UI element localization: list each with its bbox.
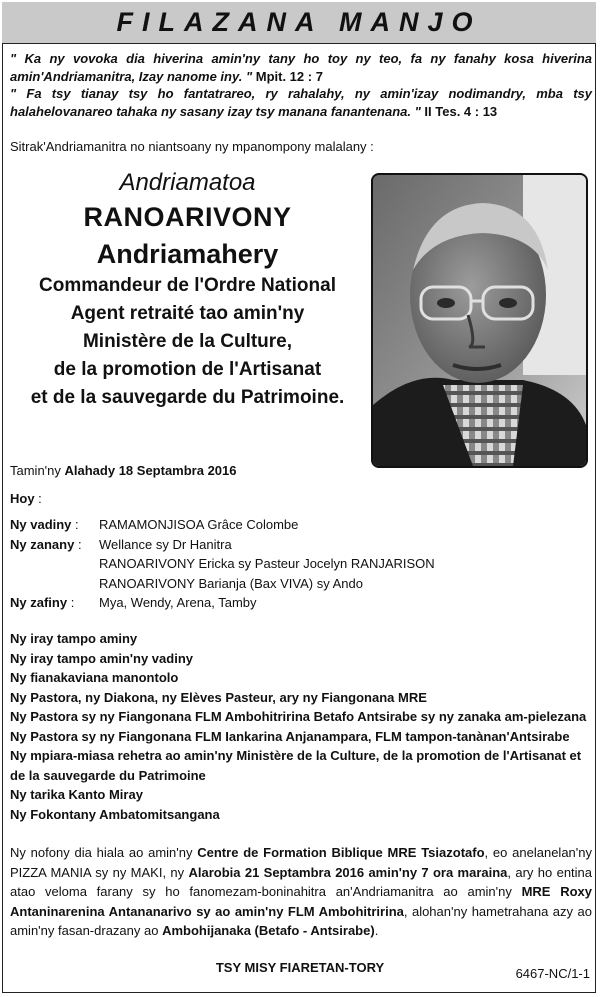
quote-text: " Ka ny vovoka dia hiverina amin'ny tany ho toy ny teo, fa ny fanahy kosa hiverina amin'Andriamanitra, Izay nanome iny. " xyxy=(10,51,592,84)
deceased-title-block xyxy=(10,168,365,412)
quote-1 xyxy=(10,50,592,85)
portrait-image xyxy=(373,175,586,466)
portrait-photo xyxy=(371,173,588,468)
quote-reference: Mpit. 12 : 7 xyxy=(255,68,323,84)
family-row-zanany xyxy=(10,535,435,594)
hoy-colon: : xyxy=(34,491,42,506)
intro-line: Sitrak'Andriamanitra no niantsoany ny mpanompony malalany : xyxy=(10,139,374,154)
family-value-list xyxy=(99,535,435,594)
bible-quotes xyxy=(10,50,592,120)
family-separator: : xyxy=(75,517,79,532)
no-wake-notice: TSY MISY FIARETAN-TORY xyxy=(215,960,385,975)
deceased-role: Ministère de la Culture, xyxy=(82,331,293,352)
funeral-text: , eo anelanelan'ny PIZZA MANIA sy ny MAKI, ny xyxy=(10,845,592,880)
mourners-list xyxy=(10,629,592,824)
funeral-venue: Centre de Formation Biblique MRE Tsiazotafo xyxy=(197,845,485,860)
mourner-line: Ny Pastora sy ny Fiangonana FLM Ambohitririna Betafo Antsirabe sy ny zanaka am-pielezana xyxy=(10,709,587,724)
family-label: Ny vadiny xyxy=(10,517,72,532)
deceased-surname: RANOARIVONY xyxy=(83,202,292,232)
hoy-label: Hoy xyxy=(10,491,35,506)
header-banner xyxy=(2,2,596,44)
burial-place: Ambohijanaka (Betafo - Antsirabe) xyxy=(162,923,375,938)
family-value: RANOARIVONY Barianja (Bax VIVA) sy Ando xyxy=(99,575,363,591)
family-separator: : xyxy=(70,595,75,610)
mourner-line: Ny tarika Kanto Miray xyxy=(10,787,143,802)
family-list xyxy=(10,515,435,613)
family-row-zafiny xyxy=(10,593,435,613)
mourner-line: Ny fianakaviana manontolo xyxy=(10,670,179,685)
reference-number: 6467-NC/1-1 xyxy=(515,966,590,981)
mourner-line: Ny iray tampo amin'ny vadiny xyxy=(10,650,193,666)
family-value: RANOARIVONY Ericka sy Pasteur Jocelyn RANJARISON xyxy=(99,556,435,571)
funeral-text: , alohan'ny hametrahana azy ao amin'ny fasan-drazany ao xyxy=(10,903,592,938)
mourner-line: Ny iray tampo aminy xyxy=(10,631,138,646)
funeral-text: . xyxy=(374,923,379,938)
funeral-datetime: Alarobia 21 Septambra 2016 amin'ny 7 ora maraina xyxy=(188,864,508,880)
deceased-honorific: Andriamatoa xyxy=(119,169,256,196)
deceased-role: Agent retraité tao amin'ny xyxy=(70,303,305,324)
mourner-line: Ny Pastora, ny Diakona, ny Elèves Pasteur, ary ny Fiangonana MRE xyxy=(10,689,427,705)
family-value: Wellance sy Dr Hanitra xyxy=(99,536,232,552)
date-value: Alahady 18 Septambra 2016 xyxy=(64,463,237,478)
family-value: Mya, Wendy, Arena, Tamby xyxy=(99,595,257,610)
hoy-line xyxy=(10,491,42,506)
header-title: FILAZANA MANJO xyxy=(116,7,482,37)
deceased-role: et de la sauvegarde du Patrimoine. xyxy=(30,387,345,408)
funeral-text: Ny nofony dia hiala ao amin'ny xyxy=(10,845,198,860)
date-prefix: Tamin'ny xyxy=(10,463,61,478)
family-label: Ny zafiny xyxy=(10,595,68,610)
quote-2 xyxy=(10,85,592,120)
deceased-given-name: Andriamahery xyxy=(96,239,279,269)
deceased-role: Commandeur de l'Ordre National xyxy=(39,275,336,296)
family-value: RAMAMONJISOA Grâce Colombe xyxy=(99,517,299,532)
quote-reference: II Tes. 4 : 13 xyxy=(424,103,498,119)
mourner-line: Ny Fokontany Ambatomitsangana xyxy=(10,806,220,822)
deceased-role: de la promotion de l'Artisanat xyxy=(53,359,322,380)
funeral-details xyxy=(10,843,592,941)
mourner-line: Ny mpiara-miasa rehetra ao amin'ny Ministère de la Culture, de la promotion de l'Artisanat et de la sauvegarde du Patrimoine xyxy=(10,748,582,783)
mourner-line: Ny Pastora sy ny Fiangonana FLM Iankarina Anjanampara, FLM tampon-tanànan'Antsirabe xyxy=(10,728,570,744)
funeral-text: , ary ho entina atao veloma farany sy ho fanomezam-boninahitra an'Andriamanitra ao amin'ny xyxy=(10,864,593,899)
family-separator: : xyxy=(77,536,82,552)
death-date xyxy=(10,463,237,478)
family-row-vadiny xyxy=(10,515,435,535)
funeral-churches: MRE Roxy Antaninarenina Antananarivo sy ao amin'ny FLM Ambohitririna xyxy=(10,884,592,919)
quote-text: " Fa tsy tianay tsy ho fantatrareo, ry rahalahy, ny amin'izay nodimandry, mba tsy halahelovanareo tahaka ny sasany izay tsy manana fanantenana. " xyxy=(10,86,592,119)
family-label: Ny zanany xyxy=(10,536,75,552)
